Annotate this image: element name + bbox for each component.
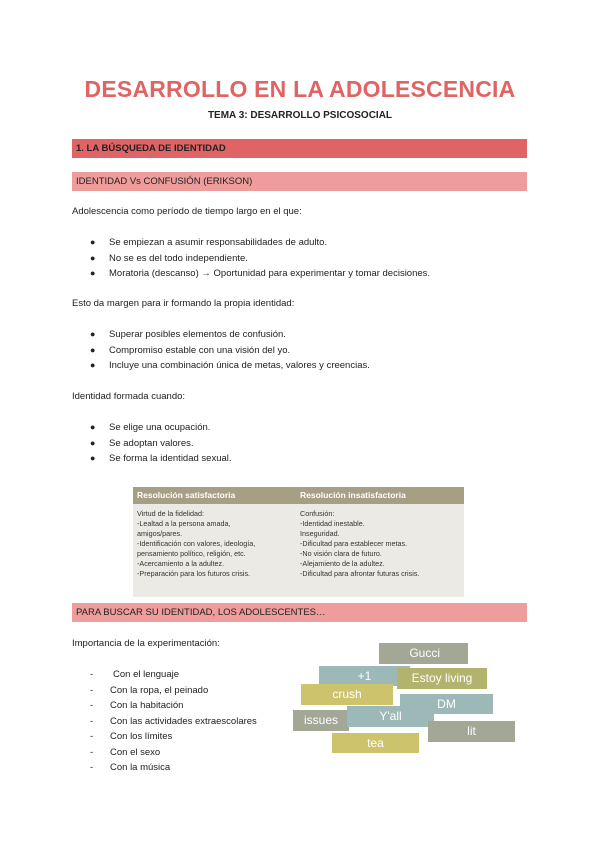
word-tile-issues: issues <box>293 710 349 731</box>
dash-icon: - <box>90 762 94 773</box>
word-tile-crush: crush <box>301 684 393 705</box>
bullet-icon: ● <box>90 453 96 463</box>
bullet-icon: ● <box>90 422 96 432</box>
table-column-satisfactory <box>137 509 255 579</box>
table-cell-line: -Lealtad a la persona amada, <box>137 519 231 528</box>
page-subtitle: TEMA 3: DESARROLLO PSICOSOCIAL <box>207 110 393 121</box>
list-item: ● Incluye una combinación única de metas, valores y creencias. <box>90 358 370 374</box>
dash-icon: - <box>90 731 94 742</box>
bullet-list-3 <box>90 420 232 467</box>
list-item: - Con el lenguaje <box>90 667 257 683</box>
subsection-heading-erikson: IDENTIDAD Vs CONFUSIÓN (ERIKSON) <box>72 172 527 191</box>
word-tile-plus-one: +1 <box>319 666 410 686</box>
word-tile-dm: DM <box>400 694 493 714</box>
word-tile-lit: lit <box>428 721 515 742</box>
list-item: - Con la habitación <box>90 698 257 714</box>
bullet-list-2 <box>90 327 370 374</box>
intro-paragraph-2: Esto da margen para ir formando la propia identidad: <box>72 298 295 309</box>
word-tile-gucci: Gucci <box>379 643 468 664</box>
list-item: ● Se adoptan valores. <box>90 436 232 452</box>
intro-paragraph-3: Identidad formada cuando: <box>72 391 186 402</box>
resolution-table <box>133 487 464 597</box>
intro-paragraph-1: Adolescencia como período de tiempo largo en el que: <box>72 206 302 217</box>
word-tile-yall: Y'all <box>347 706 434 727</box>
dash-icon: - <box>90 684 94 696</box>
dash-icon: - <box>90 669 94 680</box>
table-cell-line: -Preparación para los futuros crisis. <box>137 569 251 578</box>
table-cell-line: -Identificación con valores, ideología, <box>137 539 256 548</box>
list-item: ● Superar posibles elementos de confusión. <box>90 327 370 343</box>
table-cell-line: Confusión: <box>300 509 335 518</box>
table-header <box>133 487 464 504</box>
table-cell-line: -Dificultad para afrontar futuras crisis. <box>300 569 420 578</box>
table-cell-line: -Alejamiento de la adultez. <box>300 559 385 568</box>
table-cell-line: -Identidad inestable. <box>300 519 365 528</box>
table-cell-line: -Dificultad para establecer metas. <box>300 539 408 548</box>
word-tile-tea: tea <box>332 733 419 753</box>
dash-list <box>90 667 257 776</box>
list-item: ● Se empiezan a asumir responsabilidades de adulto. <box>90 235 430 251</box>
bullet-list-1 <box>90 235 430 282</box>
bullet-icon: ● <box>90 329 96 339</box>
table-cell-line: Virtud de la fidelidad: <box>137 509 204 518</box>
list-item: ● Compromiso estable con una visión del yo. <box>90 343 370 359</box>
list-item: ● Se forma la identidad sexual. <box>90 451 232 467</box>
list-item: ● Se elige una ocupación. <box>90 420 232 436</box>
bullet-icon: ● <box>90 344 96 355</box>
dash-icon: - <box>90 715 94 727</box>
bullet-icon: ● <box>90 437 96 448</box>
list-item: - Con la ropa, el peinado <box>90 683 257 699</box>
subsection-heading-adolescents: PARA BUSCAR SU IDENTIDAD, LOS ADOLESCENTES… <box>72 603 527 622</box>
dash-icon: - <box>90 746 94 758</box>
table-cell-line: -Acercamiento a la adultez. <box>137 559 225 568</box>
table-header-unsatisfactory: Resolución insatisfactoria <box>300 490 406 500</box>
bullet-icon: ● <box>90 252 96 263</box>
word-tile-estoy-living: Estoy living <box>397 668 487 689</box>
bullet-icon: ● <box>90 237 96 247</box>
list-item: - Con los límites <box>90 729 257 745</box>
dash-icon: - <box>90 700 94 711</box>
table-cell-line: amigos/pares. <box>137 529 183 538</box>
list-item: - Con las actividades extraescolares <box>90 714 257 730</box>
table-column-unsatisfactory <box>300 509 419 579</box>
table-cell-line: pensamiento político, religión, etc. <box>137 549 246 558</box>
list-item: - Con la música <box>90 760 257 776</box>
list-item: ● Moratoria (descanso) → Oportunidad para experimentar y tomar decisiones. <box>90 266 430 282</box>
section-heading-identity: 1. LA BÚSQUEDA DE IDENTIDAD <box>72 139 527 158</box>
page-title: DESARROLLO EN LA ADOLESCENCIA <box>84 76 516 102</box>
table-header-satisfactory: Resolución satisfactoria <box>137 490 236 500</box>
list-item: - Con el sexo <box>90 745 257 761</box>
bullet-icon: ● <box>90 268 96 278</box>
bullet-icon: ● <box>90 360 96 370</box>
intro-paragraph-4: Importancia de la experimentación: <box>72 638 220 649</box>
table-cell-line: Inseguridad. <box>300 529 340 538</box>
list-item: ● No se es del todo independiente. <box>90 251 430 267</box>
table-cell-line: -No visión clara de futuro. <box>300 549 382 558</box>
